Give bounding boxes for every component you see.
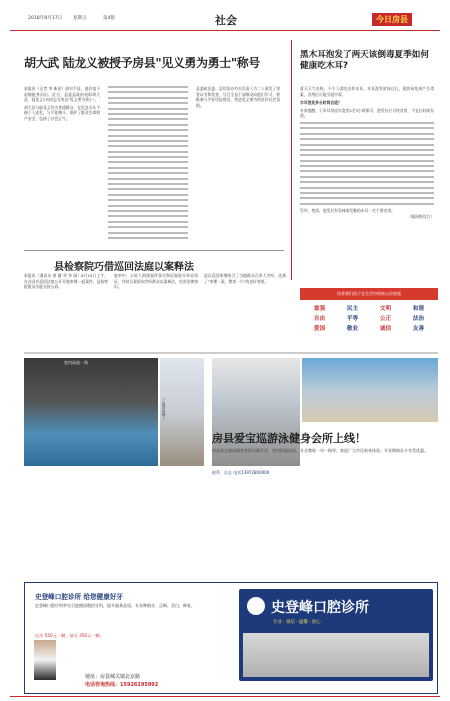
sidebar-subhead: 木耳泡发多长时间合适？ [300, 100, 342, 106]
values-item: 公正 [379, 316, 392, 322]
sidebar-filler-lines [300, 122, 434, 205]
photo-band [24, 352, 438, 354]
dental-sign-title: 史登峰口腔诊所 [271, 600, 369, 616]
sidebar-headline: 黑木耳泡发了两天该倒毒夏季如何健康吃木耳? [300, 50, 429, 71]
second-article-col3 [204, 273, 286, 347]
values-item: 自由 [313, 316, 326, 322]
main-article-para3: 县委政法委、县综治办有关负责人为二人颁发了荣誉证书和奖金，号召全县干部群众向他们学习，积极参与平安房县建设，营造见义勇为的良好社会氛围。 [196, 86, 280, 108]
main-article-col2-text [108, 86, 188, 239]
dentist-portrait [34, 640, 56, 680]
bottom-rule [10, 696, 440, 697]
dental-sign-sub: 专业 · 诚信 · 温馨 · 放心 [273, 620, 321, 625]
second-article-col1 [24, 273, 108, 347]
building-photo [160, 358, 204, 466]
masthead [10, 12, 440, 30]
values-item: 平等 [346, 316, 359, 322]
values-item: 和谐 [412, 306, 425, 312]
sidebar-body [300, 86, 434, 276]
main-article-col1 [24, 86, 100, 246]
second-article-para3: 此次巡回审理吸引了当地群众百余人旁听，达到了"审理一案、教育一片"的良好效果。 [204, 273, 286, 284]
dental-cross-icon [247, 597, 265, 615]
values-item: 爱国 [313, 326, 326, 332]
newspaper-logo: 今日房县 [372, 13, 412, 26]
values-panel [300, 288, 438, 360]
second-article-lead: 本报讯（通讯员 黄 健 华 李 刚）8月15日上午，在沙河乡巡回法庭公开开庭审理一起案件，县检察院派员出庭支持公诉。 [24, 273, 108, 290]
main-article-lead: 本报讯（记者 李 新安）面对歹徒，他们毫不退缩挺身而出。近日，县委县政府表彰胡大武、陆龙义2名同志为房县"见义勇为勇士"。 [24, 86, 100, 103]
pool-photo [24, 358, 158, 466]
values-item: 文明 [379, 306, 392, 312]
main-article-col3 [196, 86, 280, 246]
dental-sign-storefront [243, 633, 429, 677]
values-item: 富强 [313, 306, 326, 312]
masthead-rule [10, 30, 440, 31]
dental-ad [24, 582, 438, 694]
values-item: 法治 [412, 316, 425, 322]
hall-sign: 培养我们孩子在生活中的核心价值观 [300, 288, 438, 300]
values-item: 友善 [412, 326, 425, 332]
section-rule-2 [24, 250, 284, 251]
main-article-col2 [108, 86, 188, 246]
ad-headline: 房县爱宝巡游泳健身会所上线！ [212, 432, 366, 445]
masthead-weekday: 星期五 [73, 16, 87, 21]
sidebar-para2: 专家提醒，干木耳用凉水泡发2至3小时即可，泡发后应尽快食用，不宜长时间存放。 [300, 107, 434, 119]
second-article-col2 [114, 273, 198, 347]
sidebar-para1: 夏天天气炎热，不少人爱吃凉拌木耳。木耳泡发时间过长，很容易变质产生毒素，食用后可能引起中毒。 [300, 86, 434, 97]
values-item: 民主 [346, 306, 359, 312]
section-title: 社会 [215, 14, 237, 27]
dental-ad-phone: 电话咨询热线：15926195992 [85, 682, 159, 688]
dental-ad-address: 地址：房县城关镇北京路 [85, 674, 141, 680]
ad-body: 房县爱宝游泳健身会所全新开业，室内恒温泳池，专业教练一对一指导，欢迎广大市民前来体验。开业期间办卡享受优惠。 [212, 448, 428, 453]
masthead-date: 2018年8月17日 [28, 16, 63, 21]
values-item: 敬业 [346, 326, 359, 332]
main-article-para2: 胡大武与陆龙义均为普通群众，在危急关头不顾个人安危，与歹徒搏斗，保护了群众生命财产安全，弘扬了社会正气。 [24, 104, 100, 121]
dental-ad-body2: 店庆 550元一颗，前牙 350元一颗。 [35, 633, 104, 638]
main-headline: 胡大武 陆龙义被授予房县"见义勇为勇士"称号 [24, 56, 260, 70]
sidebar-para3: 另外，变质、泡发后有异味或发黏的木耳一定不要食用。 [300, 208, 395, 214]
facade-photo [302, 358, 438, 422]
values-item: 诚信 [379, 326, 392, 332]
sidebar-source: （据网络综合） [407, 213, 434, 219]
dental-ad-title: 史登峰口腔诊所 给您健康好牙 [35, 593, 124, 601]
masthead-page: 第4版 [103, 16, 116, 21]
building-photo-caption: 工地现场施工 [162, 398, 166, 420]
column-divider [291, 40, 292, 280]
ad-contact: 联系：店长 电话13972800000 [212, 470, 270, 475]
second-article-para2: 庭审中，公诉人围绕案件事实和证据展开举证质证，并结合案情向旁听群众以案释法，宣讲法律知识。 [114, 273, 198, 290]
pool-photo-caption: 室内泳池一角 [64, 360, 88, 365]
dental-sign [239, 589, 433, 681]
values-grid [304, 304, 434, 332]
second-headline: 县检察院巧借巡回法庭以案释法 [54, 262, 194, 273]
dental-ad-body1: 史登峰口腔诊所率先引进德国数控牙科，提升服务品质，专业种植牙、正畸、美白、修复。 [35, 603, 195, 608]
